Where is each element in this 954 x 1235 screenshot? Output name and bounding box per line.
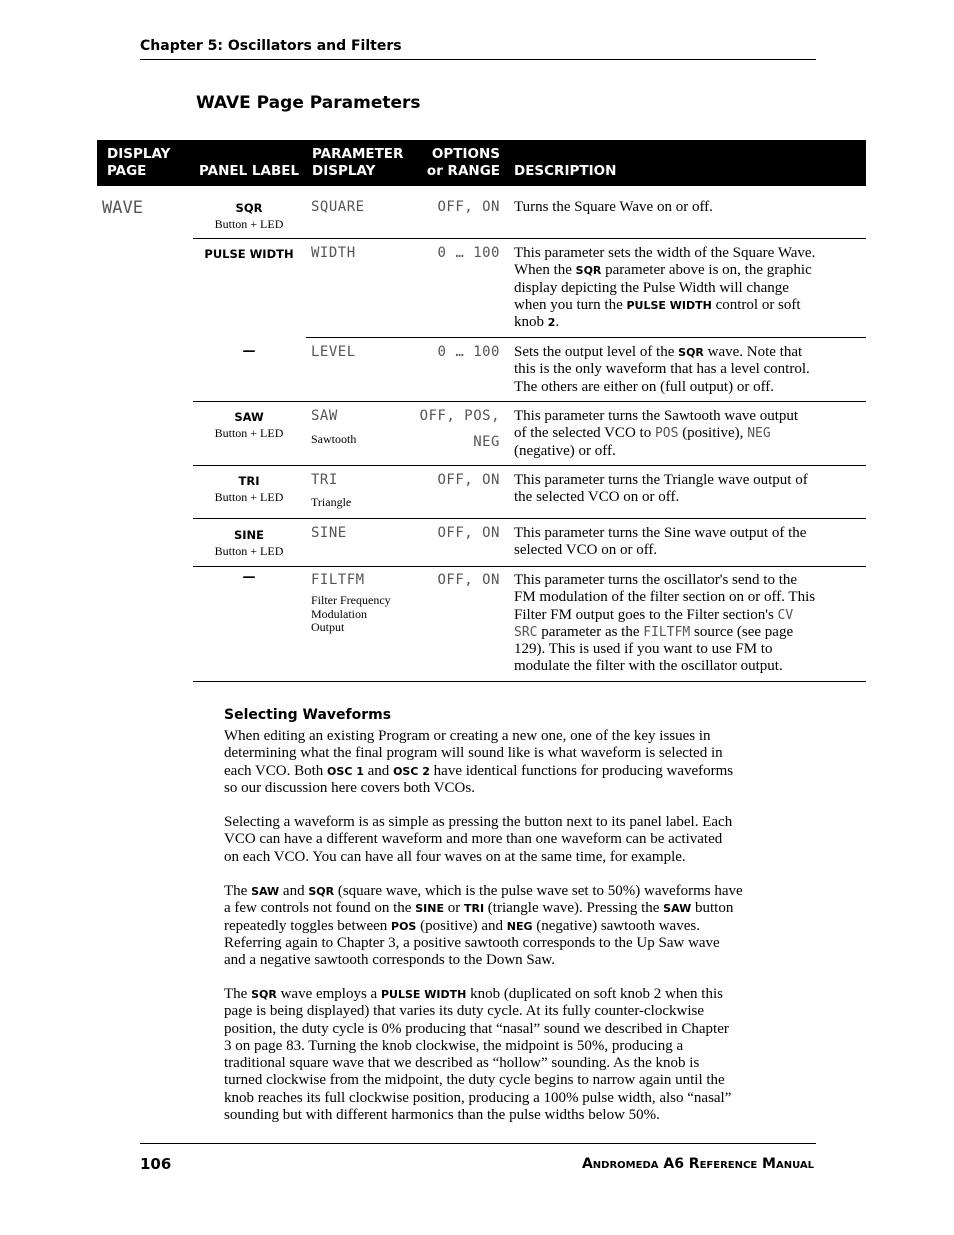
row-sine-desc bbox=[514, 525, 864, 560]
th-display-line1: DISPLAY bbox=[107, 146, 171, 162]
th-description: DESCRIPTION bbox=[514, 163, 617, 179]
paragraph-4: The SQR wave employs a PULSE WIDTH knob (duplicated on soft knob 2 when this page is being displayed) that varies its duty cycle. At its fully counter-clockwise position, the duty cycle is 0% producing that “nasal” sound we described in Chapter 3 on page 83. Turning the knob clockwise, the midpoint is 50%, producing a traditional square wave that we described as “hollow” sounding. As the knob is turned clockwise from the midpoint, the duty cycle begins to narrow again until the knob reaches its full clockwise position, producing a 100% pulse width, also “nasal” sounding but with different harmonics than the pulse widths below 50%. bbox=[224, 986, 732, 1124]
panel-sub: Button + LED bbox=[214, 426, 284, 440]
kw-pos: POS bbox=[391, 919, 417, 933]
th-parameter-display bbox=[312, 146, 403, 180]
lcd-filtfm: FILTFM bbox=[643, 624, 691, 640]
row-sqr-param: SQUARE bbox=[311, 199, 365, 215]
lcd-neg: NEG bbox=[747, 426, 771, 442]
options-line2: NEG bbox=[473, 434, 500, 450]
th-display-line2: PAGE bbox=[107, 163, 147, 179]
desc-line: This parameter turns the Sine wave output of the bbox=[514, 525, 807, 541]
desc-line: This parameter turns the Triangle wave output of bbox=[514, 472, 808, 488]
row-level-options: 0 … 100 bbox=[437, 344, 500, 360]
desc-line: the selected VCO on or off. bbox=[514, 489, 680, 506]
row-level-param: LEVEL bbox=[311, 344, 356, 360]
row-divider bbox=[193, 566, 866, 567]
row-pw-desc bbox=[514, 245, 864, 331]
row-filtfm-panel bbox=[196, 570, 302, 585]
kw-neg: NEG bbox=[506, 919, 533, 933]
kw-sine: SINE bbox=[415, 902, 444, 916]
row-tri-desc bbox=[514, 472, 864, 507]
desc-line: When the SQR parameter above is on, the graphic bbox=[514, 262, 812, 279]
subsection-title: Selecting Waveforms bbox=[224, 707, 392, 723]
kw-sqr: SQR bbox=[251, 988, 277, 1001]
row-divider bbox=[193, 401, 866, 402]
panel-label: TRI bbox=[238, 474, 260, 488]
panel-label: PULSE WIDTH bbox=[204, 247, 294, 261]
param-lcd: SAW bbox=[311, 408, 338, 424]
row-divider bbox=[193, 465, 866, 466]
kw-knob-2: 2 bbox=[547, 316, 556, 330]
param-lcd: FILTFM bbox=[311, 572, 365, 588]
param-sub: Filter Frequency Modulation Output bbox=[311, 593, 391, 634]
header-rule bbox=[140, 59, 816, 60]
row-level-panel bbox=[196, 344, 302, 359]
kw-tri: TRI bbox=[463, 902, 485, 916]
page-number: 106 bbox=[140, 1155, 172, 1173]
paragraph-1: When editing an existing Program or creating a new one, one of the key issues in determining what the final program will sound like is what waveform is selected in each VCO. Both OSC 1 and OSC 2 have identical functions for producing waveforms so our discussion here covers both VCOs. bbox=[224, 728, 734, 796]
lcd-pos: POS bbox=[654, 426, 679, 442]
th-display-page bbox=[107, 146, 170, 180]
display-page-wave: WAVE bbox=[102, 198, 143, 218]
kw-osc2: OSC 2 bbox=[393, 764, 430, 778]
kw-saw: SAW bbox=[251, 885, 280, 898]
desc-line: 129). This is used if you want to use FM to bbox=[514, 641, 773, 658]
param-sub: Triangle bbox=[311, 495, 352, 509]
row-tri-options: OFF, ON bbox=[437, 472, 500, 488]
desc-line: Sets the output level of the SQR wave. Note that bbox=[514, 344, 803, 360]
desc-line: This parameter turns the oscillator's send to the bbox=[514, 572, 798, 588]
row-saw-options bbox=[410, 408, 500, 450]
panel-sub: Button + LED bbox=[214, 217, 284, 231]
row-tri-param bbox=[311, 472, 351, 510]
table-header bbox=[97, 140, 866, 186]
options-line1: OFF, POS, bbox=[419, 408, 500, 424]
paragraph-3: The SAW and SQR (square wave, which is the pulse wave set to 50%) waveforms have a few controls not found on the SINE or TRI (triangle wave). Pressing the SAW button repeatedly toggles between POS (positive) and NEG (negative) sawtooth waves. Referring again to Chapter 3, a positive sawtooth corresponds to the Up Saw wave and a negative sawtooth corresponds to the Down Saw. bbox=[224, 883, 743, 969]
row-divider bbox=[193, 238, 866, 239]
row-filtfm-options: OFF, ON bbox=[437, 572, 500, 588]
kw-sqr: SQR bbox=[678, 346, 704, 359]
desc-line: Filter FM output goes to the Filter section's CV bbox=[514, 606, 794, 623]
desc-line: This parameter sets the width of the Square Wave. bbox=[514, 245, 816, 261]
row-filtfm-desc bbox=[514, 572, 864, 676]
lcd-src: SRC bbox=[514, 624, 538, 640]
desc-line: when you turn the PULSE WIDTH control or soft bbox=[514, 296, 801, 313]
desc-line: (negative) or off. bbox=[514, 442, 616, 459]
th-param-line2: DISPLAY bbox=[312, 163, 376, 179]
param-sub: Sawtooth bbox=[311, 432, 357, 446]
table-bottom-rule bbox=[193, 681, 866, 682]
row-sine-options: OFF, ON bbox=[437, 525, 500, 541]
row-pw-param: WIDTH bbox=[311, 245, 356, 261]
row-sqr-panel bbox=[196, 201, 302, 232]
th-param-line1: PARAMETER bbox=[312, 146, 404, 162]
desc-line: of the selected VCO to POS (positive), NEG bbox=[514, 425, 771, 442]
lcd-cv: CV bbox=[777, 607, 794, 623]
desc-line: selected VCO on or off. bbox=[514, 542, 658, 559]
kw-sqr: SQR bbox=[308, 885, 335, 898]
desc-line: This parameter turns the Sawtooth wave output bbox=[514, 408, 799, 424]
row-tri-panel bbox=[196, 474, 302, 505]
row-pw-panel bbox=[196, 247, 302, 261]
row-sine-param: SINE bbox=[311, 525, 347, 541]
chapter-header: Chapter 5: Oscillators and Filters bbox=[140, 38, 402, 54]
row-sine-panel bbox=[196, 528, 302, 559]
th-options bbox=[417, 146, 500, 180]
kw-osc1: OSC 1 bbox=[327, 764, 364, 778]
manual-title: Andromeda A6 Reference Manual bbox=[581, 1156, 814, 1172]
footer-rule bbox=[140, 1143, 816, 1144]
row-divider bbox=[306, 337, 866, 338]
row-level-desc bbox=[514, 344, 864, 396]
desc-line: modulate the filter with the oscillator output. bbox=[514, 658, 783, 675]
panel-label: SAW bbox=[234, 410, 264, 424]
th-options-line2: or RANGE bbox=[426, 163, 500, 179]
row-saw-panel bbox=[196, 410, 302, 441]
row-filtfm-param bbox=[311, 572, 391, 635]
kw-pulse-width: PULSE WIDTH bbox=[380, 988, 467, 1001]
panel-sub: Button + LED bbox=[214, 544, 284, 558]
row-sqr-desc: Turns the Square Wave on or off. bbox=[514, 199, 713, 215]
row-divider bbox=[193, 518, 866, 519]
panel-dash: — bbox=[242, 570, 256, 585]
desc-line: The others are either on (full output) or off. bbox=[514, 378, 775, 395]
section-title: WAVE Page Parameters bbox=[196, 93, 421, 113]
desc-line: display depicting the Pulse Width will change bbox=[514, 279, 789, 296]
panel-sub: Button + LED bbox=[214, 490, 284, 504]
kw-saw: SAW bbox=[663, 902, 692, 916]
panel-label: SINE bbox=[233, 528, 265, 542]
desc-line: FM modulation of the filter section on or off. This bbox=[514, 589, 816, 606]
desc-line: knob 2. bbox=[514, 314, 560, 331]
row-saw-param bbox=[311, 408, 356, 447]
panel-label: SQR bbox=[235, 201, 263, 215]
row-saw-desc bbox=[514, 408, 864, 460]
desc-line: SRC parameter as the FILTFM source (see page bbox=[514, 623, 794, 640]
kw-sqr: SQR bbox=[575, 264, 602, 278]
panel-dash: — bbox=[242, 344, 256, 359]
row-pw-options: 0 … 100 bbox=[437, 245, 500, 261]
th-options-line1: OPTIONS bbox=[431, 146, 500, 162]
param-lcd: TRI bbox=[311, 472, 338, 488]
desc-line: this is the only waveform that has a level control. bbox=[514, 361, 810, 378]
th-panel-label: PANEL LABEL bbox=[199, 163, 300, 179]
paragraph-2: Selecting a waveform is as simple as pressing the button next to its panel label. Each VCO can have a different waveform and more than one waveform can be activated on each VCO. You can have all four waves on at the same time, for example. bbox=[224, 814, 733, 865]
row-sqr-options: OFF, ON bbox=[437, 199, 500, 215]
kw-pulse-width: PULSE WIDTH bbox=[626, 298, 712, 312]
